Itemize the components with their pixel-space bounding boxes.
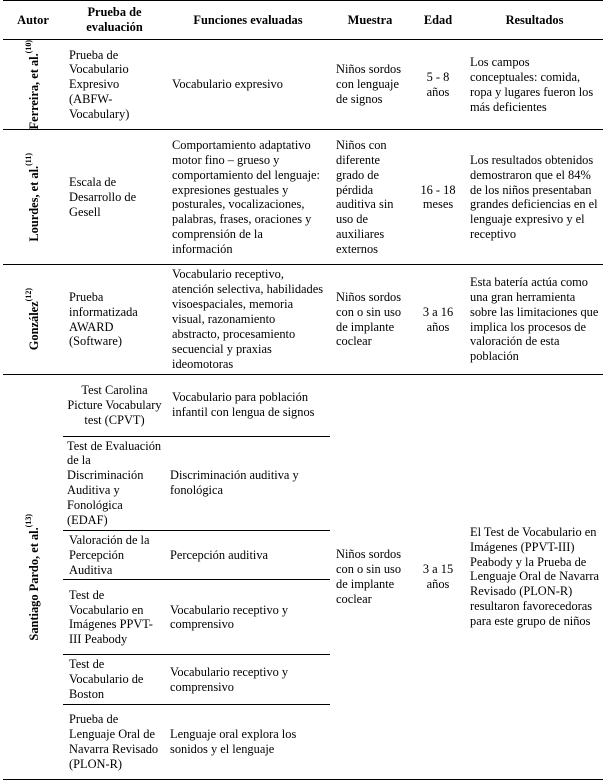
header-muestra: Muestra bbox=[330, 1, 410, 40]
funciones-cell: Vocabulario receptivo y comprensivo bbox=[166, 580, 330, 655]
funciones-cell: Discriminación auditiva y fonológica bbox=[166, 436, 330, 530]
prueba-cell: Test de Evaluación de la Discriminación Auditiva y Fonológica (EDAF) bbox=[63, 436, 166, 530]
muestra-cell: Niños sordos con lenguaje de signos bbox=[330, 40, 410, 130]
edad-cell: 3 a 16 años bbox=[410, 265, 466, 374]
resultados-cell: Los resultados obtenidos demostraron que el 84% de los niños presentaban grandes deficiencias en el lenguaje expresivo y el receptivo bbox=[466, 130, 603, 265]
author-ref: (11) bbox=[24, 153, 33, 167]
edad-cell: 16 - 18 meses bbox=[410, 130, 466, 265]
muestra-cell: Niños sordos con o sin uso de implante coclear bbox=[330, 374, 410, 780]
author-cell bbox=[3, 130, 63, 265]
author-name: González bbox=[27, 301, 42, 351]
header-resultados: Resultados bbox=[466, 1, 603, 40]
author-cell bbox=[3, 374, 63, 780]
muestra-cell: Niños sordos con o sin uso de implante coclear bbox=[330, 265, 410, 374]
header-row bbox=[3, 1, 603, 40]
header-funciones: Funciones evaluadas bbox=[166, 1, 330, 40]
funciones-cell: Lenguaje oral explora los sonidos y el lenguaje bbox=[166, 705, 330, 780]
header-prueba: Prueba de evaluación bbox=[63, 1, 166, 40]
funciones-cell: Vocabulario para población infantil con lengua de signos bbox=[166, 374, 330, 436]
funciones-cell: Vocabulario receptivo y comprensivo bbox=[166, 655, 330, 705]
author-name: Ferreira, et al. bbox=[27, 53, 42, 130]
author-name: Santiago Pardo, et al. bbox=[27, 526, 42, 641]
funciones-cell: Comportamiento adaptativo motor fino – grueso y comportamiento del lenguaje: expresiones gestuales y posturales, vocalizaciones, palabras, frases, oraciones y comprensión de la información bbox=[166, 130, 330, 265]
prueba-cell: Prueba de Lenguaje Oral de Navarra Revisado (PLON-R) bbox=[63, 705, 166, 780]
prueba-cell: Test de Vocabulario en Imágenes PPVT-III Peabody bbox=[63, 580, 166, 655]
funciones-cell: Vocabulario receptivo, atención selectiva, habilidades visoespaciales, memoria visual, razonamiento abstracto, procesamiento secuencial y praxias ideomotoras bbox=[166, 265, 330, 374]
author-ref: (10) bbox=[24, 40, 33, 54]
prueba-cell: Valoración de la Percepción Auditiva bbox=[63, 530, 166, 580]
evaluation-table bbox=[3, 0, 603, 780]
author-cell bbox=[3, 40, 63, 130]
resultados-cell: El Test de Vocabulario en Imágenes (PPVT-III) Peabody y la Prueba de Lenguaje Oral de Navarra Revisado (PLON-R) resultaron favorecedoras para este grupo de niños bbox=[466, 374, 603, 780]
author-ref: (13) bbox=[24, 513, 33, 527]
resultados-cell: Esta batería actúa como una gran herramienta sobre las limitaciones que implica los procesos de valoración de esta población bbox=[466, 265, 603, 374]
table-row bbox=[3, 374, 603, 436]
table-row bbox=[3, 265, 603, 374]
funciones-cell: Percepción auditiva bbox=[166, 530, 330, 580]
header-edad: Edad bbox=[410, 1, 466, 40]
table-row bbox=[3, 130, 603, 265]
prueba-cell: Prueba informatizada AWARD (Software) bbox=[63, 265, 166, 374]
author-ref: (12) bbox=[24, 288, 33, 302]
prueba-cell: Prueba de Vocabulario Expresivo (ABFW-Vocabulary) bbox=[63, 40, 166, 130]
author-cell bbox=[3, 265, 63, 374]
table-row bbox=[3, 40, 603, 130]
edad-cell: 5 - 8 años bbox=[410, 40, 466, 130]
header-autor: Autor bbox=[3, 1, 63, 40]
muestra-cell: Niños con diferente grado de pérdida auditiva sin uso de auxiliares externos bbox=[330, 130, 410, 265]
funciones-cell: Vocabulario expresivo bbox=[166, 40, 330, 130]
prueba-cell: Test Carolina Picture Vocabulary test (CPVT) bbox=[63, 374, 166, 436]
resultados-cell: Los campos conceptuales: comida, ropa y lugares fueron los más deficientes bbox=[466, 40, 603, 130]
edad-cell: 3 a 15 años bbox=[410, 374, 466, 780]
author-name: Lourdes, et al. bbox=[27, 166, 42, 242]
prueba-cell: Test de Vocabulario de Boston bbox=[63, 655, 166, 705]
prueba-cell: Escala de Desarrollo de Gesell bbox=[63, 130, 166, 265]
